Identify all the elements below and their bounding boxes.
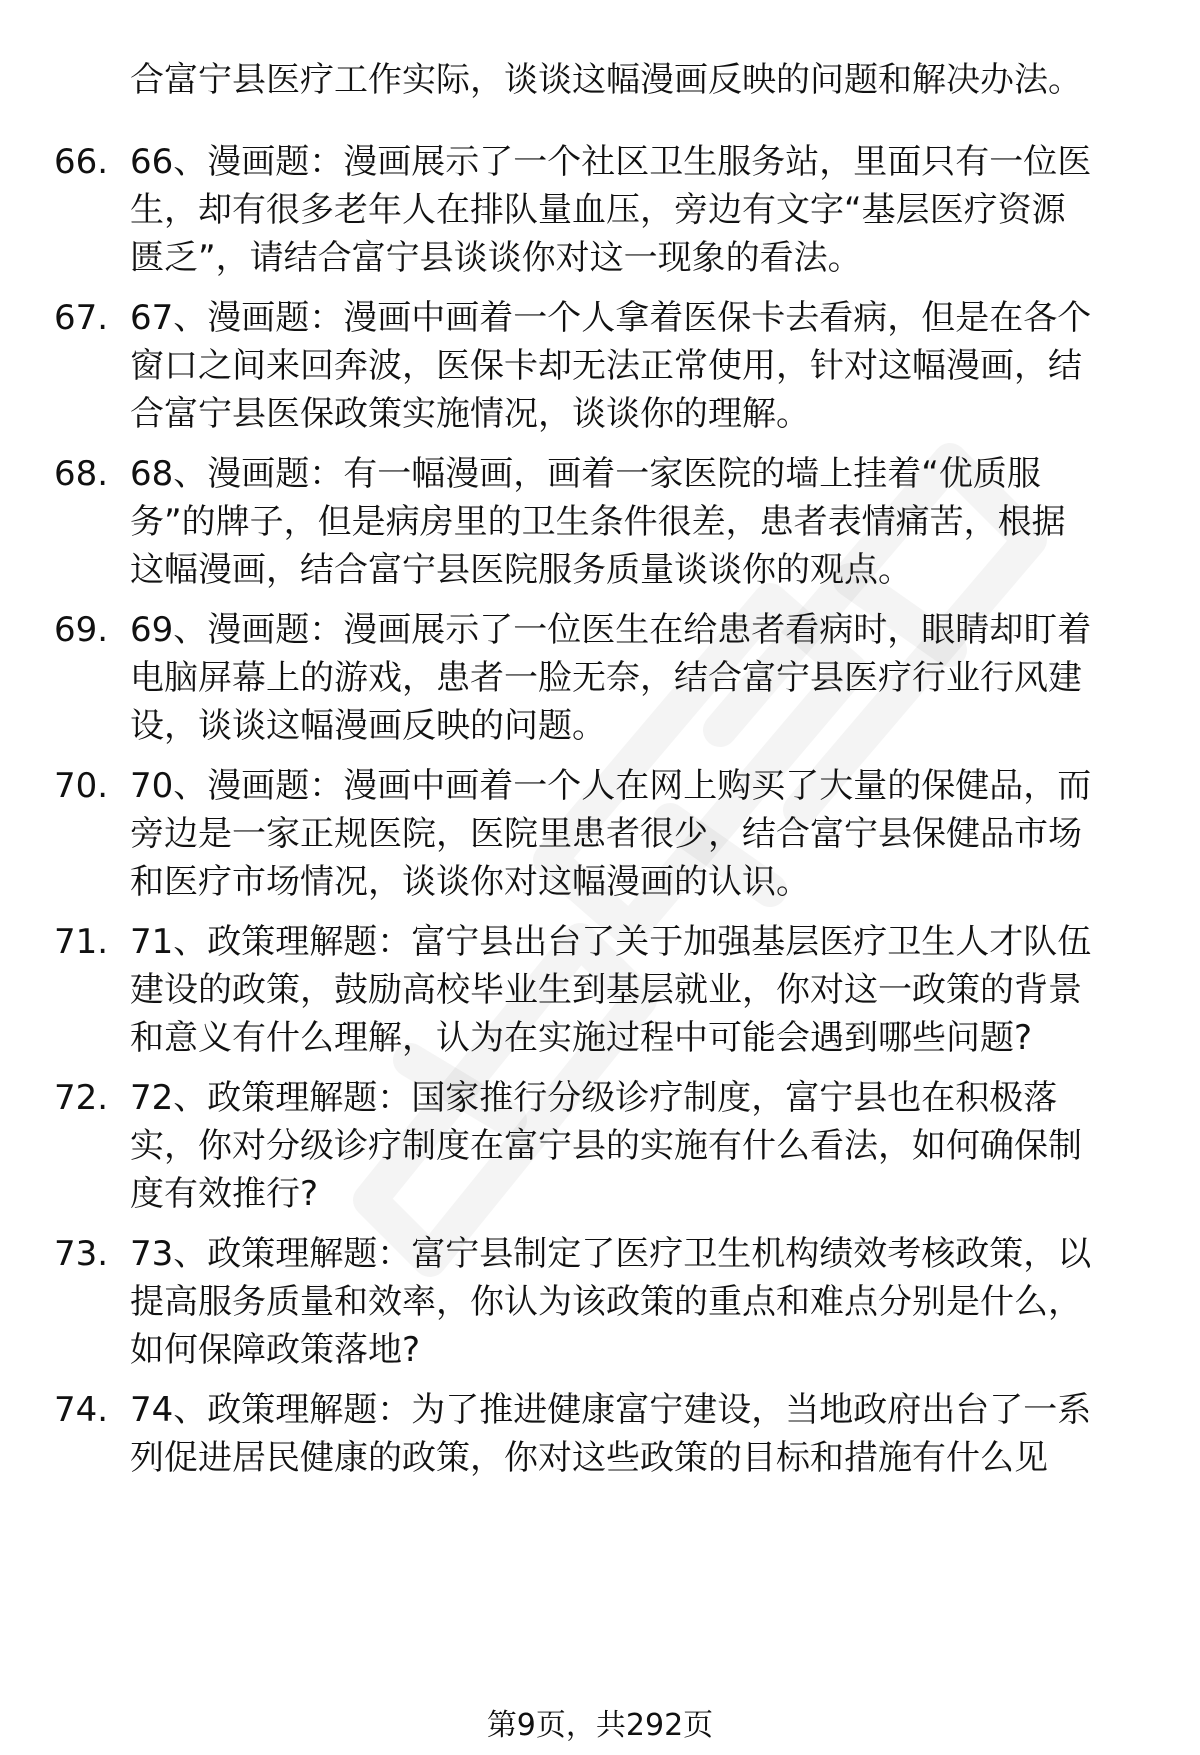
list-item-text: [130, 294, 1150, 438]
list-item-text: [130, 762, 1150, 906]
list-item-line: 实，你对分级诊疗制度在富宁县的实施有什么看法，如何确保制: [130, 1126, 1082, 1166]
list-item-line: 69、漫画题：漫画展示了一位医生在给患者看病时，眼睛却盯着: [130, 610, 1092, 650]
list-item-line: 72、政策理解题：国家推行分级诊疗制度，富宁县也在积极落: [130, 1078, 1058, 1118]
list-item-number: 74.: [54, 1390, 109, 1430]
list-item-text: [130, 1074, 1150, 1218]
list-item-number: 73.: [54, 1234, 109, 1274]
list-item-number: 71.: [54, 922, 109, 962]
list-item-text: [130, 1386, 1150, 1482]
list-item-line: 提高服务质量和效率，你认为该政策的重点和难点分别是什么，: [130, 1282, 1082, 1322]
list-item-line: 建设的政策，鼓励高校毕业生到基层就业，你对这一政策的背景: [130, 970, 1082, 1010]
list-item-number: 67.: [54, 298, 109, 338]
page-number-footer: 第9页，共292页: [486, 1708, 714, 1743]
list-item-line: 设，谈谈这幅漫画反映的问题。: [130, 706, 606, 746]
list-item-text: [130, 918, 1150, 1062]
list-item-line: 74、政策理解题：为了推进健康富宁建设，当地政府出台了一系: [130, 1390, 1092, 1430]
list-item-text: [130, 450, 1150, 594]
list-item-line: 列促进居民健康的政策，你对这些政策的目标和措施有什么见: [130, 1438, 1048, 1478]
list-item-number: 68.: [54, 454, 109, 494]
list-item-line: 67、漫画题：漫画中画着一个人拿着医保卡去看病，但是在各个: [130, 298, 1092, 338]
list-item-line: 66、漫画题：漫画展示了一个社区卫生服务站，里面只有一位医: [130, 142, 1092, 182]
list-item-line: 务”的牌子，但是病房里的卫生条件很差，患者表情痛苦，根据: [130, 502, 1066, 542]
list-item-text: [130, 606, 1150, 750]
list-item-number: 72.: [54, 1078, 109, 1118]
list-item-line: 匮乏”，请结合富宁县谈谈你对这一现象的看法。: [130, 238, 862, 278]
list-item-number: 70.: [54, 766, 109, 806]
list-item-line: 73、政策理解题：富宁县制定了医疗卫生机构绩效考核政策，以: [130, 1234, 1092, 1274]
list-item-line: 和医疗市场情况，谈谈你对这幅漫画的认识。: [130, 862, 810, 902]
list-item-line: 电脑屏幕上的游戏，患者一脸无奈，结合富宁县医疗行业行风建: [130, 658, 1082, 698]
list-item-line: 这幅漫画，结合富宁县医院服务质量谈谈你的观点。: [130, 550, 912, 590]
list-item-line: 合富宁县医保政策实施情况，谈谈你的理解。: [130, 394, 810, 434]
continuation-line: 合富宁县医疗工作实际，谈谈这幅漫画反映的问题和解决办法。: [130, 60, 1082, 100]
list-item-number: 66.: [54, 142, 109, 182]
list-item-line: 如何保障政策落地?: [130, 1330, 421, 1370]
list-item-line: 71、政策理解题：富宁县出台了关于加强基层医疗卫生人才队伍: [130, 922, 1092, 962]
list-item-number: 69.: [54, 610, 109, 650]
list-item-line: 68、漫画题：有一幅漫画，画着一家医院的墙上挂着“优质服: [130, 454, 1041, 494]
list-item-line: 度有效推行?: [130, 1174, 319, 1214]
list-item-line: 旁边是一家正规医院，医院里患者很少，结合富宁县保健品市场: [130, 814, 1082, 854]
list-item-line: 70、漫画题：漫画中画着一个人在网上购买了大量的保健品，而: [130, 766, 1092, 806]
list-item-text: [130, 138, 1150, 282]
list-item-line: 窗口之间来回奔波，医保卡却无法正常使用，针对这幅漫画，结: [130, 346, 1082, 386]
list-item-line: 生，却有很多老年人在排队量血压，旁边有文字“基层医疗资源: [130, 190, 1066, 230]
list-item-text: [130, 1230, 1150, 1374]
list-item-line: 和意义有什么理解，认为在实施过程中可能会遇到哪些问题?: [130, 1018, 1033, 1058]
